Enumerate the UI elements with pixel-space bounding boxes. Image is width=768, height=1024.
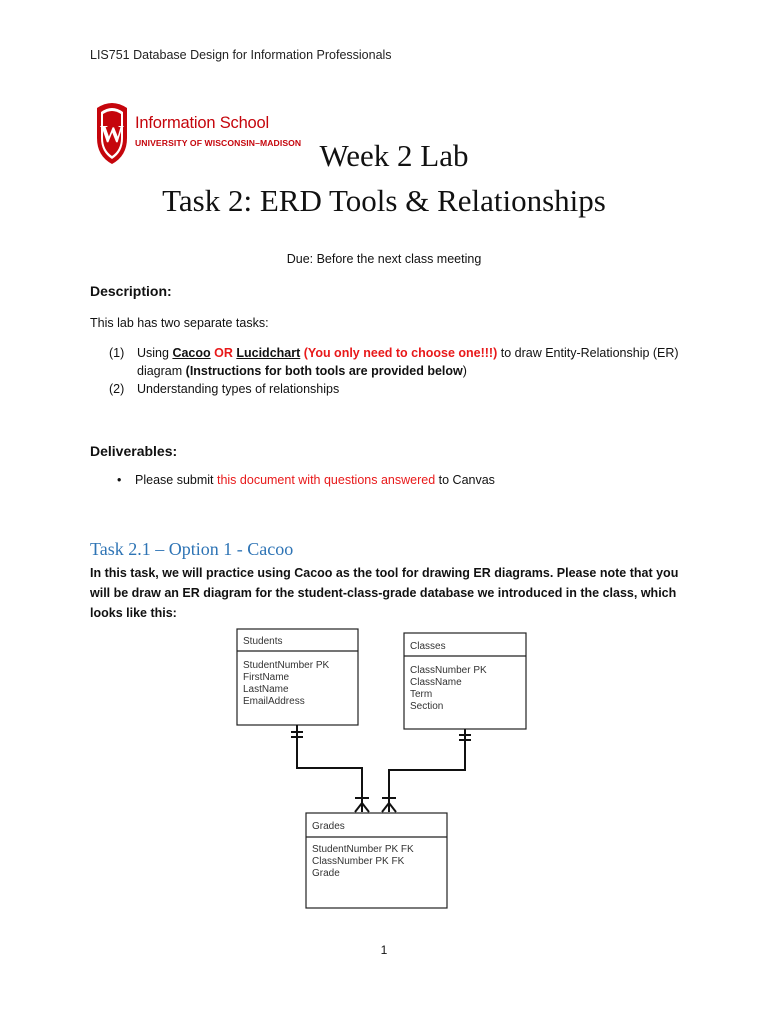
- entity-grades: [306, 813, 447, 908]
- page-number: 1: [380, 943, 388, 957]
- entity-attr: EmailAddress: [243, 696, 305, 707]
- lucidchart-link[interactable]: Lucidchart: [236, 346, 301, 360]
- bullet-icon: •: [117, 473, 122, 487]
- task-heading: Task 2.1 – Option 1 - Cacoo: [90, 539, 294, 559]
- entity-attr: ClassNumber PK FK: [312, 856, 405, 867]
- entity-attr: StudentNumber PK: [243, 660, 330, 671]
- entity-title: Classes: [410, 641, 446, 652]
- title-line-1: Week 2 Lab: [319, 138, 469, 173]
- relationship-students-grades: [291, 725, 369, 812]
- task-intro: In this task, we will practice using Cacoo as the tool for drawing ER diagrams. Please note that you will be draw an ER diagram for the student-class-grade database we introduced in the class, which looks like this:: [90, 566, 679, 620]
- relationship-classes-grades: [382, 729, 471, 812]
- deliverables-heading: Deliverables:: [90, 443, 178, 459]
- cacoo-link[interactable]: Cacoo: [172, 346, 211, 360]
- list-number: (1): [109, 346, 125, 360]
- logo-name: Information School: [135, 114, 269, 132]
- entity-attr: FirstName: [243, 672, 290, 683]
- crest-letter: W: [100, 122, 124, 148]
- entity-classes: [404, 633, 526, 729]
- entity-attr: ClassNumber PK: [410, 665, 487, 676]
- due-note: Due: Before the next class meeting: [286, 252, 482, 266]
- logo-university: UNIVERSITY OF WISCONSIN–MADISON: [135, 138, 302, 148]
- entity-attr: StudentNumber PK FK: [312, 844, 414, 855]
- entity-attr: LastName: [243, 684, 289, 695]
- entity-attr: Grade: [312, 868, 340, 879]
- entity-attr: ClassName: [410, 677, 462, 688]
- list-text: Using Cacoo OR Lucidchart (You only need to choose one!!!) to draw Entity-Relationship (ER) diagram (Instructions for both tools are provided below): [137, 346, 679, 378]
- list-text: Understanding types of relationships: [137, 382, 340, 396]
- entity-title: Grades: [312, 821, 345, 832]
- entity-title: Students: [243, 636, 283, 647]
- entity-attr: Section: [410, 701, 444, 712]
- title-line-2: Task 2: ERD Tools & Relationships: [162, 183, 606, 218]
- entity-students: [237, 629, 358, 725]
- description-heading: Description:: [90, 283, 172, 299]
- entity-attr: Term: [410, 689, 433, 700]
- description-intro: This lab has two separate tasks:: [90, 316, 269, 330]
- running-header: LIS751 Database Design for Information Professionals: [90, 48, 392, 62]
- list-number: (2): [109, 382, 125, 396]
